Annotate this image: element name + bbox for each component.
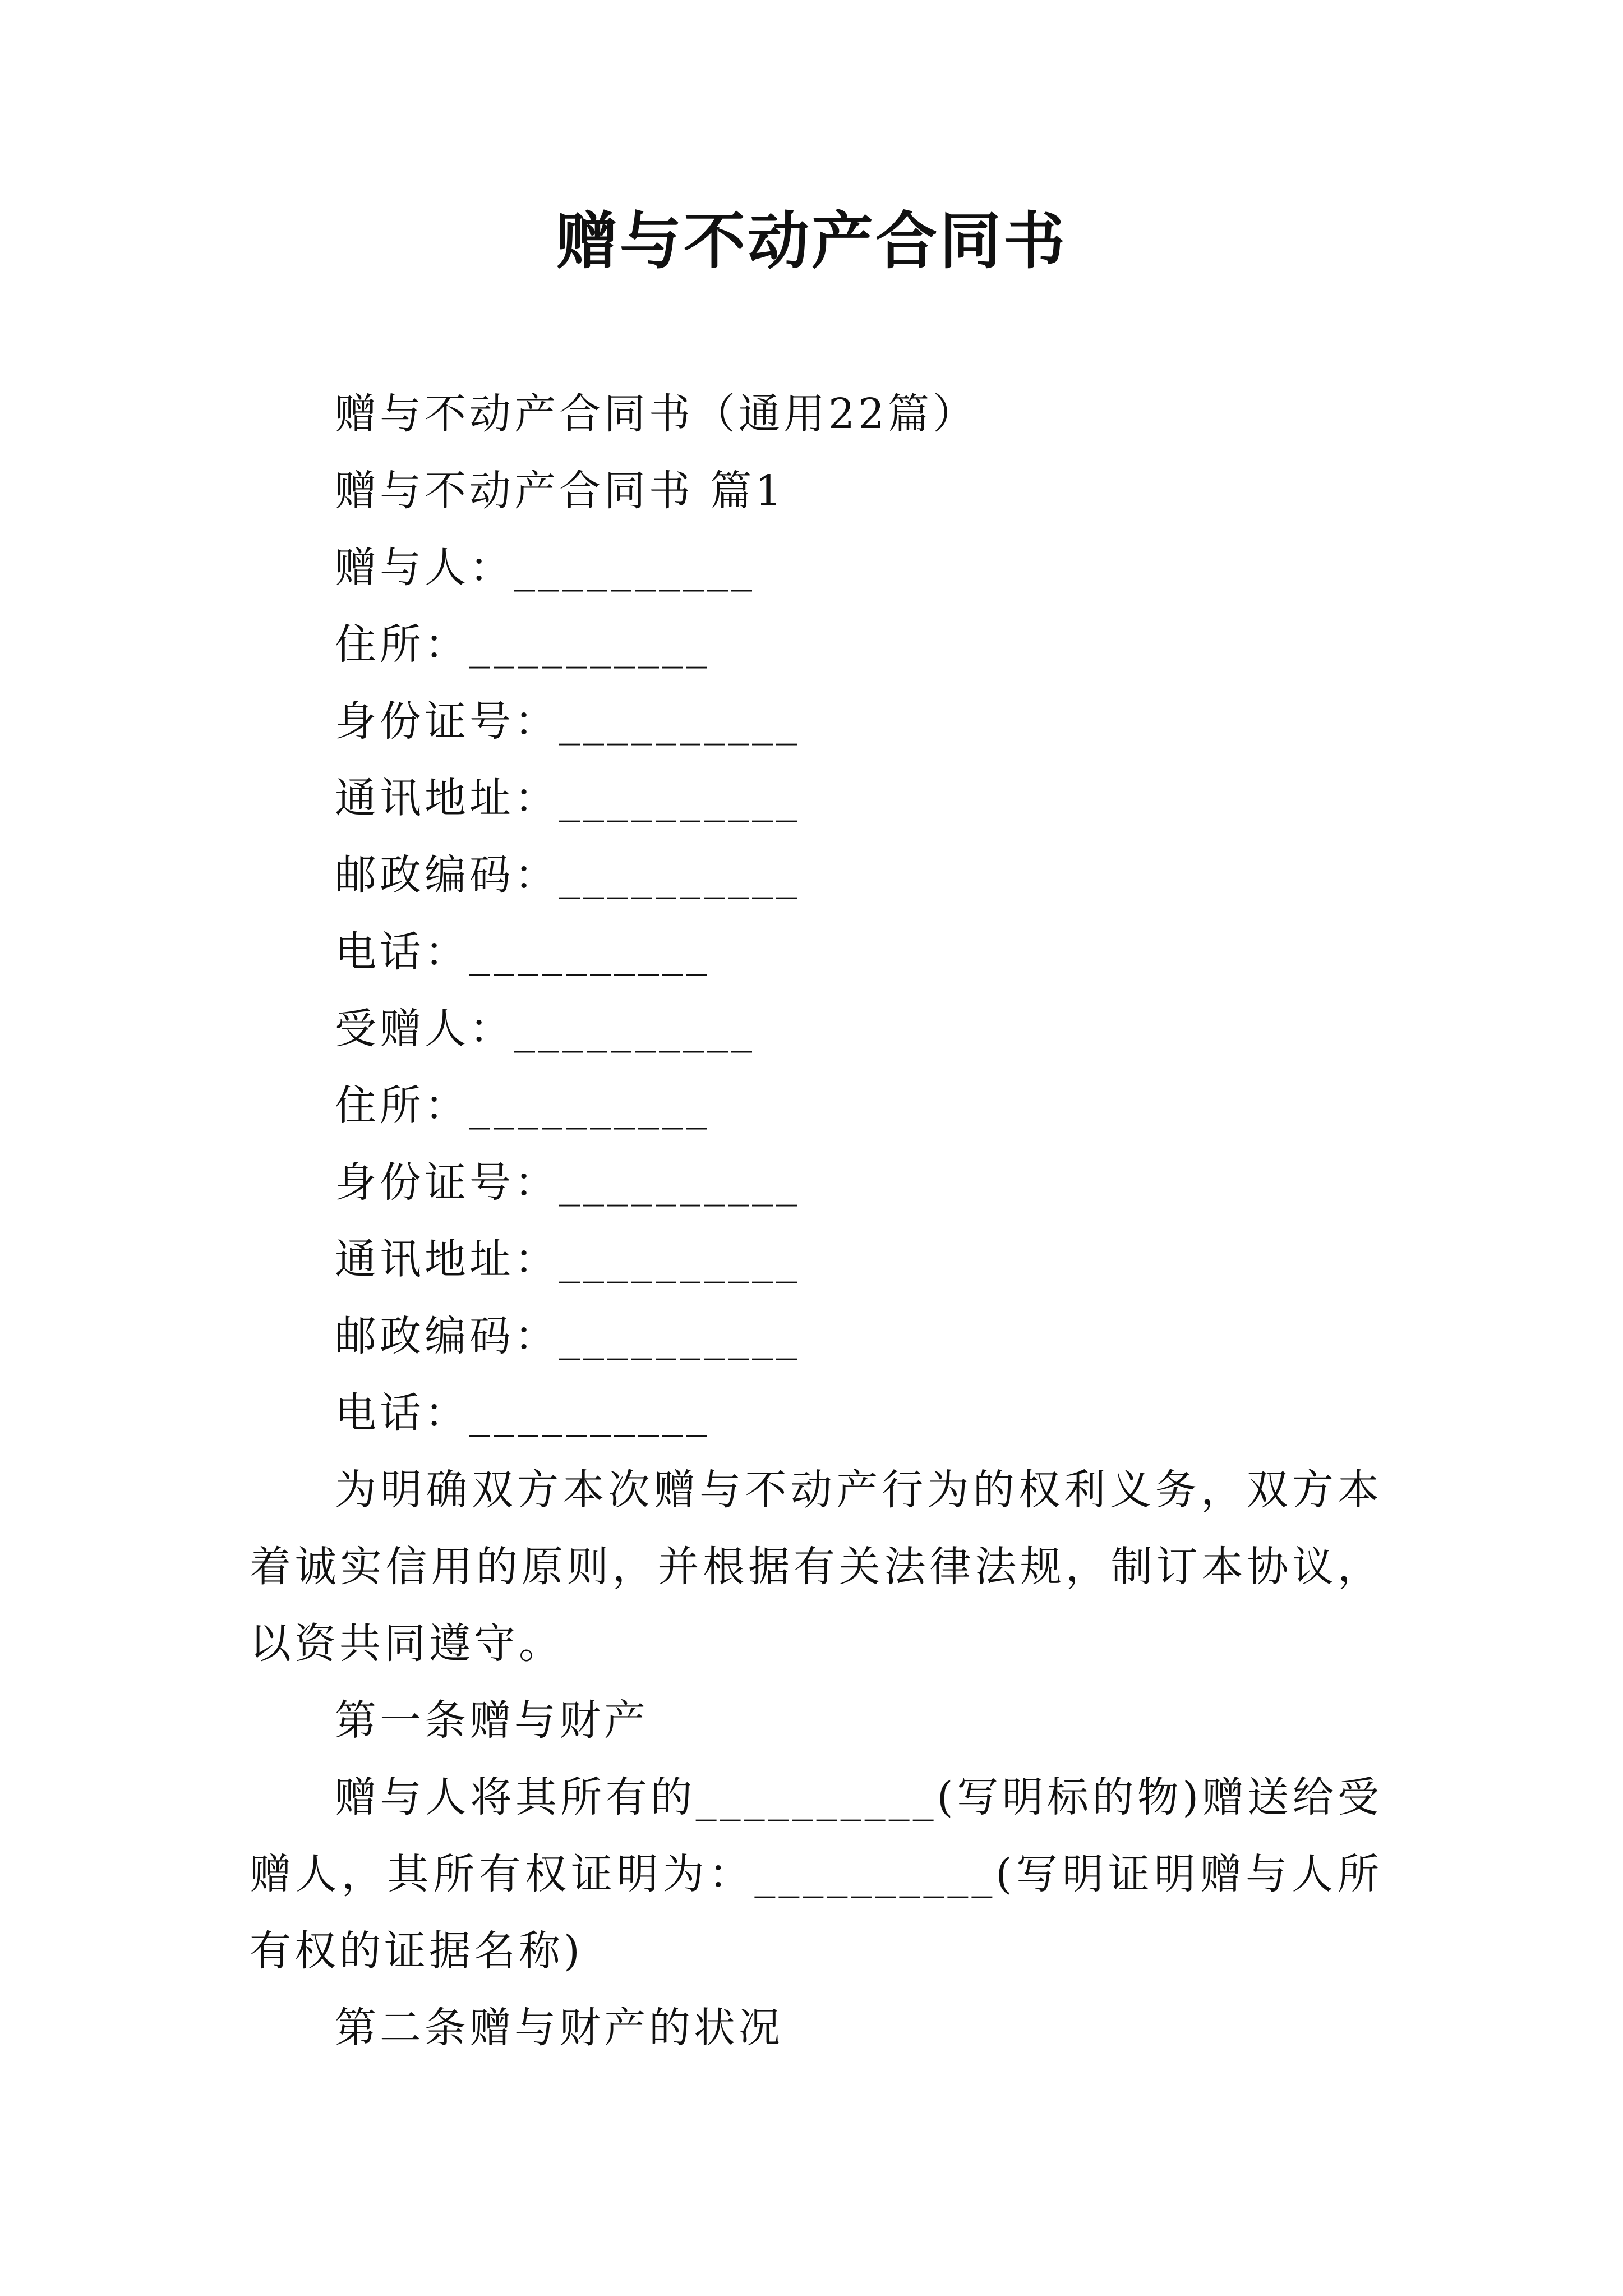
donor-name-field: 赠与人：__________ bbox=[335, 544, 755, 592]
article2-heading: 第二条赠与财产的状况 bbox=[335, 2004, 783, 2052]
chapter-heading: 赠与不动产合同书 篇1 bbox=[335, 467, 785, 515]
document-title: 赠与不动产合同书 bbox=[556, 205, 1067, 277]
document-body bbox=[250, 376, 1382, 2067]
donee-address-field: 住所：__________ bbox=[335, 1082, 711, 1130]
donor-postal-code-field: 邮政编码：__________ bbox=[335, 851, 800, 899]
intro-paragraph: 为明确双方本次赠与不动产行为的权利义务，双方本着诚实信用的原则，并根据有关法律法规，制订本协议，以资共同遵守。 bbox=[250, 1466, 1382, 1668]
donee-mailing-address-field: 通讯地址：__________ bbox=[335, 1235, 800, 1283]
donee-name-field: 受赠人：__________ bbox=[335, 1005, 755, 1053]
document-subtitle: 赠与不动产合同书（通用22篇） bbox=[335, 390, 978, 438]
donee-postal-code-field: 邮政编码：__________ bbox=[335, 1312, 800, 1360]
donee-phone-field: 电话：__________ bbox=[335, 1389, 711, 1437]
donor-phone-field: 电话：__________ bbox=[335, 928, 711, 976]
donor-address-field: 住所：__________ bbox=[335, 620, 711, 669]
article1-text: 赠与人将其所有的__________(写明标的物)赠送给受赠人，其所有权证明为：__________(写明证明赠与人所有权的证据名称) bbox=[250, 1773, 1382, 1975]
donor-id-number-field: 身份证号：__________ bbox=[335, 697, 800, 746]
article1-heading: 第一条赠与财产 bbox=[335, 1696, 649, 1745]
donor-mailing-address-field: 通讯地址：__________ bbox=[335, 774, 800, 822]
donee-id-number-field: 身份证号：__________ bbox=[335, 1158, 800, 1207]
